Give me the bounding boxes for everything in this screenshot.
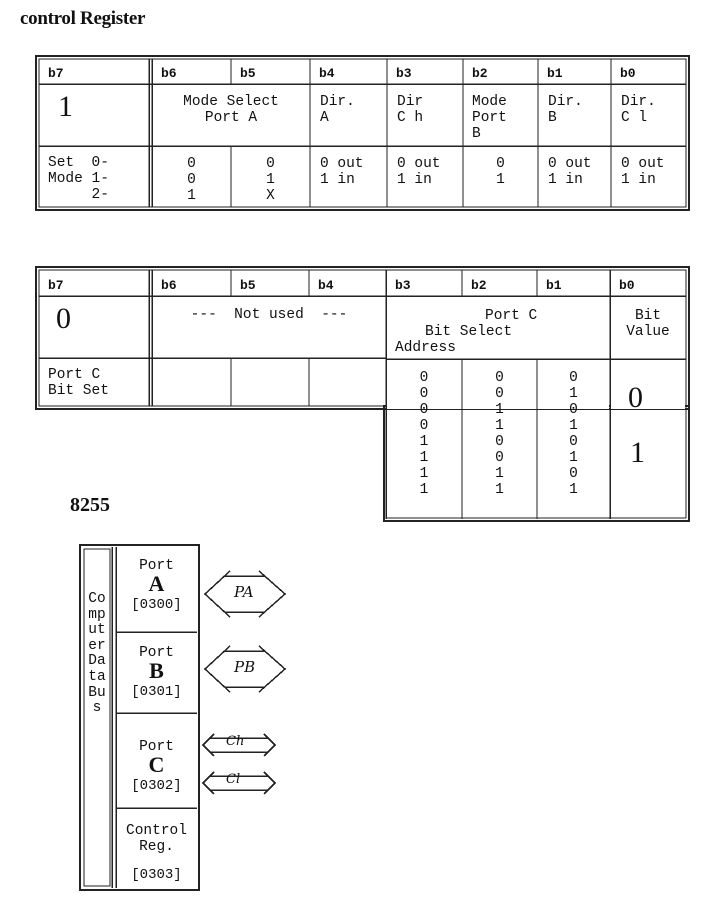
reg1-header-b6: b6 bbox=[161, 66, 177, 81]
reg1-header-b0: b0 bbox=[620, 66, 636, 81]
reg2-b1-column: 0 1 0 1 0 1 0 1 bbox=[569, 370, 578, 498]
arrow-label-pb: PB bbox=[234, 658, 256, 676]
port-b-letter: B bbox=[149, 658, 164, 683]
reg1-dir-b: Dir. B bbox=[548, 94, 583, 126]
reg2-not-used: --- Not used --- bbox=[190, 307, 348, 323]
reg1-b4-values: 0 out 1 in bbox=[320, 156, 364, 188]
port-a-address: [0300] bbox=[131, 597, 182, 613]
control-reg-line2: Reg. bbox=[139, 839, 174, 855]
reg1-header-b4: b4 bbox=[319, 66, 335, 81]
port-b-word: Port bbox=[139, 645, 174, 661]
port-a-block bbox=[116, 558, 197, 613]
reg1-b6-values: 0 0 1 bbox=[187, 156, 196, 204]
port-a-word: Port bbox=[139, 558, 174, 574]
reg1-header-b1: b1 bbox=[547, 66, 563, 81]
reg2-portc-bitset: Port C Bit Set bbox=[48, 367, 109, 399]
reg1-dir-ch: Dir C h bbox=[397, 94, 424, 126]
chip-name: 8255 bbox=[70, 494, 110, 516]
reg1-mode-select: Mode Select Port A bbox=[183, 94, 279, 126]
reg2-header-b6: b6 bbox=[161, 278, 177, 293]
reg2-header-b5: b5 bbox=[240, 278, 256, 293]
reg1-b5-values: 0 1 X bbox=[266, 156, 275, 204]
reg1-mode-port-b: Mode Port B bbox=[472, 94, 507, 142]
reg2-b7-value: 0 bbox=[56, 302, 71, 335]
bus-label: Computer Data Bus bbox=[88, 591, 106, 717]
reg2-b0-zero: 0 bbox=[628, 381, 643, 414]
reg1-header-b7: b7 bbox=[48, 66, 64, 81]
reg2-b0-one: 1 bbox=[630, 436, 645, 469]
reg1-header-b2: b2 bbox=[472, 66, 488, 81]
reg1-dir-a: Dir. A bbox=[320, 94, 355, 126]
reg2-header-b2: b2 bbox=[471, 278, 487, 293]
port-c-letter: C bbox=[148, 752, 165, 777]
arrow-label-cl: Cl bbox=[226, 772, 241, 787]
reg1-b0-values: 0 out 1 in bbox=[621, 156, 665, 188]
reg2-portc-bit-select: Port C Bit Select Address bbox=[395, 308, 538, 356]
reg2-b3-column: 0 0 0 0 1 1 1 1 bbox=[419, 370, 429, 498]
reg1-header-b3: b3 bbox=[396, 66, 412, 81]
reg1-b7-value: 1 bbox=[58, 90, 73, 123]
reg1-header-b5: b5 bbox=[240, 66, 256, 81]
reg2-header-b1: b1 bbox=[546, 278, 562, 293]
reg1-b3-values: 0 out 1 in bbox=[397, 156, 441, 188]
reg1-b2-values: 0 1 bbox=[496, 156, 505, 188]
port-a-letter: A bbox=[148, 571, 165, 596]
port-b-address: [0301] bbox=[131, 684, 182, 700]
port-c-address: [0302] bbox=[131, 778, 182, 794]
reg2-b2-column: 0 0 1 1 0 0 1 1 bbox=[495, 370, 504, 498]
control-reg-address: [0303] bbox=[131, 867, 182, 883]
reg2-header-b3: b3 bbox=[395, 278, 411, 293]
control-reg-block bbox=[116, 823, 197, 883]
port-b-block bbox=[116, 645, 197, 700]
port-c-block bbox=[116, 739, 197, 794]
control-reg-line1: Control bbox=[126, 823, 187, 839]
page-title: control Register bbox=[20, 8, 146, 29]
reg2-header-b0: b0 bbox=[619, 278, 635, 293]
arrow-label-pa: PA bbox=[234, 583, 254, 601]
reg1-b1-values: 0 out 1 in bbox=[548, 156, 592, 188]
reg1-set-mode: Set 0- Mode 1- 2- bbox=[48, 155, 109, 203]
reg2-header-b4: b4 bbox=[318, 278, 334, 293]
port-c-word: Port bbox=[139, 739, 174, 755]
reg2-bit-value: Bit Value bbox=[626, 308, 670, 340]
reg2-header-b7: b7 bbox=[48, 278, 64, 293]
reg1-dir-cl: Dir. C l bbox=[621, 94, 656, 126]
arrow-label-ch: Ch bbox=[226, 734, 245, 749]
